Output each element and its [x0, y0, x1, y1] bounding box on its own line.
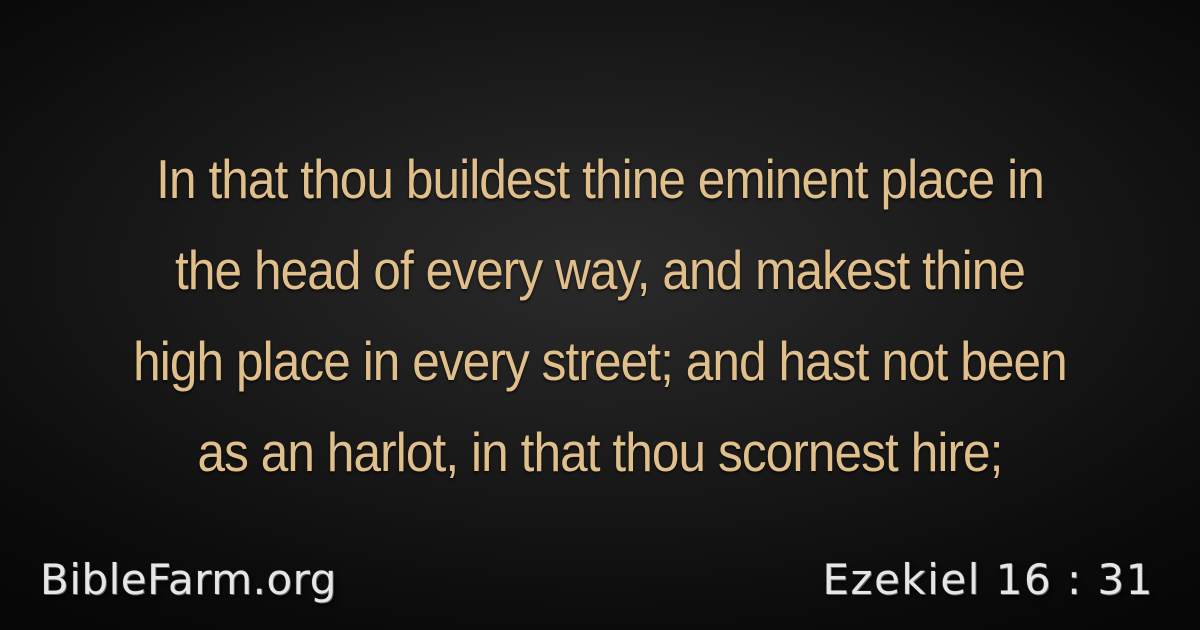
verse-line: high place in every street; and hast not been — [133, 330, 1067, 392]
verse-text — [96, 134, 1104, 498]
site-watermark: BibleFarm.org — [40, 555, 337, 604]
verse-reference: Ezekiel 16 : 31 — [822, 555, 1154, 604]
verse-line: In that thou buildest thine eminent place in — [156, 148, 1044, 210]
verse-line: as an harlot, in that thou scornest hire; — [197, 421, 1003, 483]
verse-line: the head of every way, and makest thine — [174, 239, 1025, 301]
